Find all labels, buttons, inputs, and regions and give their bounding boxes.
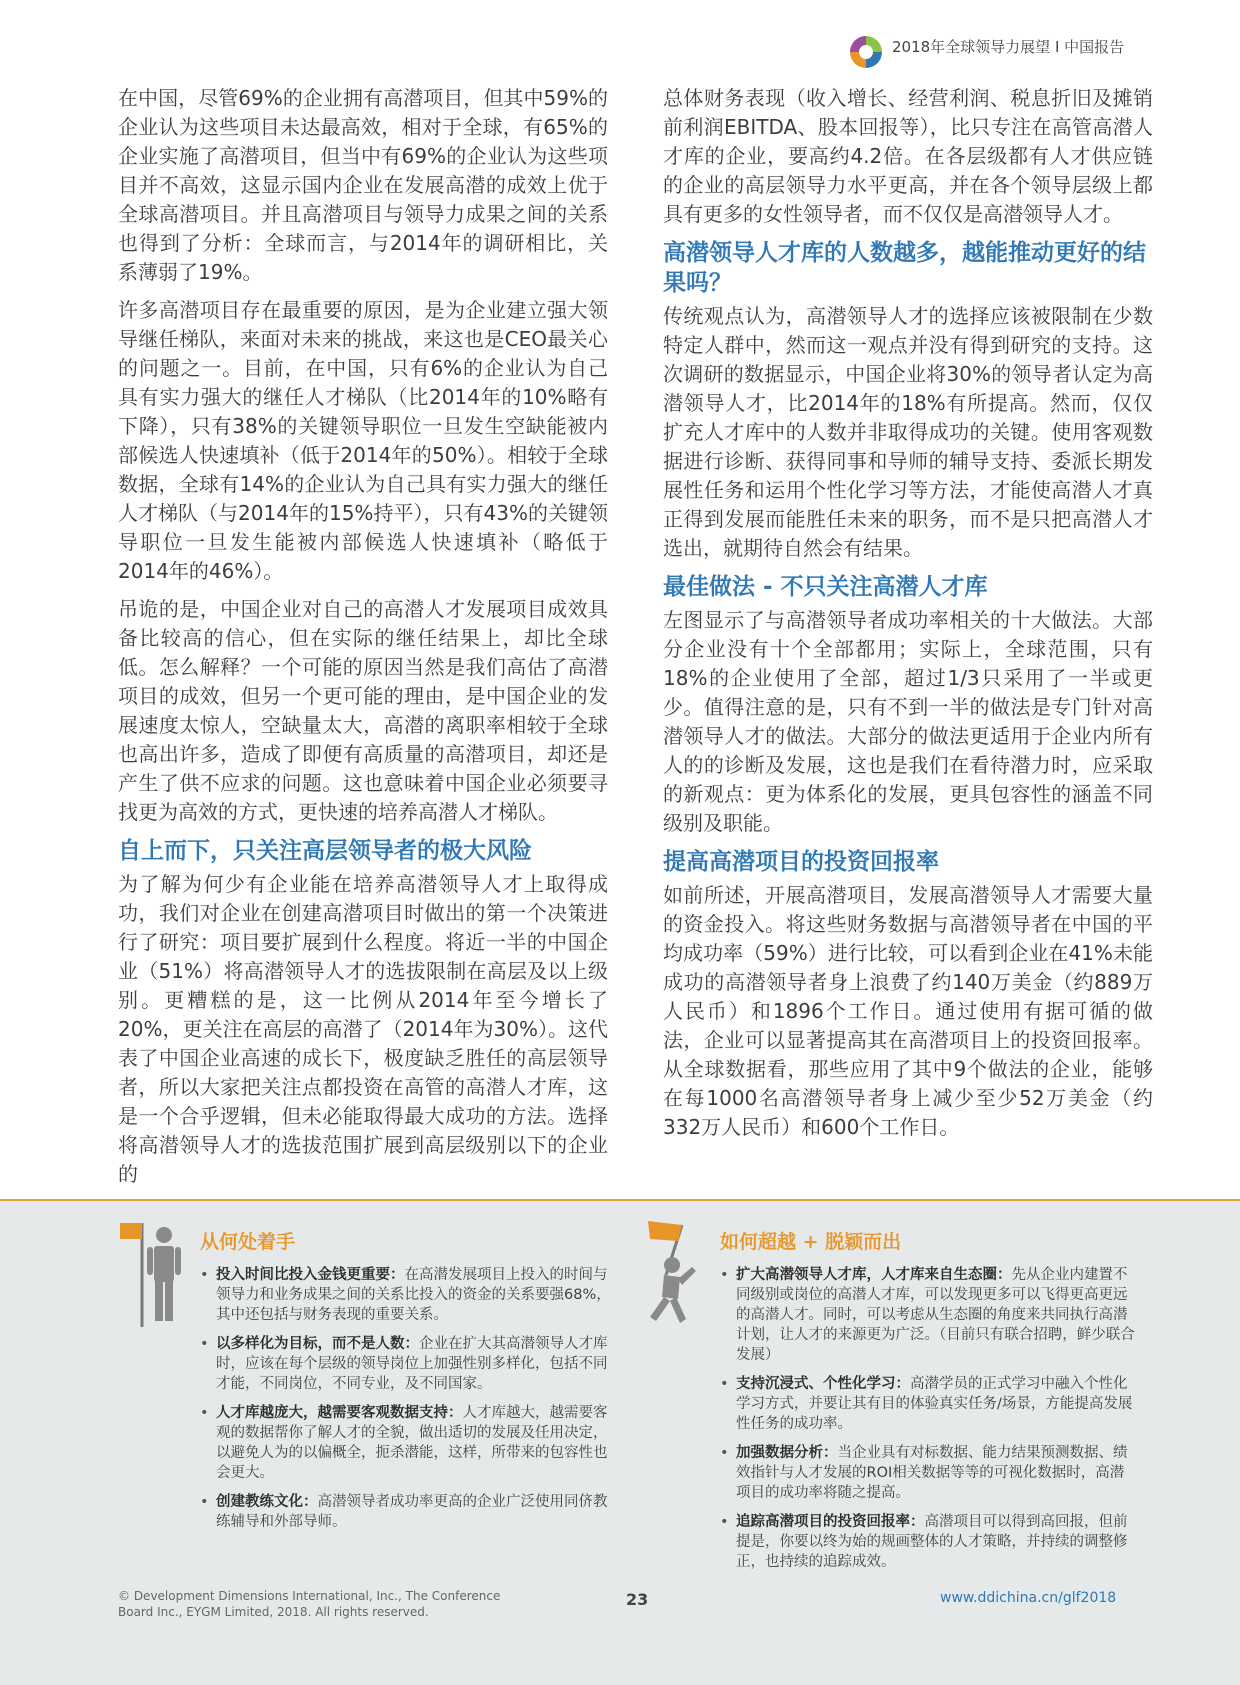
- list-item-lead: 追踪高潜项目的投资回报率：: [736, 1514, 925, 1530]
- report-logo-icon: [848, 34, 884, 70]
- list-item-text: 人才库越大，越需要客观的数据帮你了解人才的全貌，做出适切的发展及任用决定，以避免人为的以偏概全，扼杀潜能，这样，所带来的包容性也会更大。: [216, 1405, 608, 1481]
- left-paragraph-4: 为了解为何少有企业能在培养高潜领导人才上取得成功，我们对企业在创建高潜项目时做出的第一个决策进行了研究：项目要扩展到什么程度。将近一半的中国企业（51%）将高潜领导人才的选拔限制在高层及以上级别。更糟糕的是，这一比例从2014年至今增长了20%，更关注在高层的高潜了（2014年为30%）。这代表了中国企业高速的成长下，极度缺乏胜任的高层领导者，所以大家把关注点都投资在高管的高潜人才库，这是一个合乎逻辑，但未必能取得最大成功的方法。选择将高潜领导人才的选拔范围扩展到高层级别以下的企业的: [118, 872, 608, 1186]
- list-item-lead: 加强数据分析：: [736, 1445, 838, 1461]
- left-paragraph-1: 在中国，尽管69%的企业拥有高潜项目，但其中59%的企业认为这些项目未达最高效，相对于全球，有65%的企业实施了高潜项目，但当中有69%的企业认为这些项目并不高效，这显示国内企业在发展高潜的成效上优于全球高潜项目。并且高潜项目与领导力成果之间的关系也得到了分析：全球而言，与2014年的调研相比，关系薄弱了19%。: [118, 86, 608, 284]
- right-paragraph-3: 左图显示了与高潜领导者成功率相关的十大做法。大部分企业没有十个全部都用；实际上，全球范围，只有18%的企业使用了全部，超过1/3只采用了一半或更少。值得注意的是，只有不到一半的做法是专门针对高潜领导人才的做法。大部分的做法更适用于企业内所有人的的诊断及发展，这也是我们在看待潜力时，应采取的新观点：更为体系化的发展，更具包容性的涵盖不同级别及职能。: [663, 608, 1153, 835]
- list-item-lead: 以多样化为目标，而不是人数：: [216, 1336, 419, 1352]
- list-item: [200, 1492, 616, 1532]
- list-item-text: 企业在扩大其高潜领导人才库时，应该在每个层级的领导岗位上加强性别多样化，包括不同才能，不同岗位，不同专业，及不同国家。: [216, 1336, 608, 1392]
- header-title: 2018年全球领导力展望 I 中国报告: [892, 38, 1125, 56]
- list-item-text: 先从企业内建置不同级别或岗位的高潜人才库，可以发现更多可以飞得更高更远的高潜人才。同时，可以考虑从生态圈的角度来共同执行高潜计划，让人才的来源更为广泛。（目前只有联合招聘，鲜少联合发展）: [736, 1267, 1135, 1363]
- list-item-lead: 人才库越庞大，越需要客观数据支持：: [216, 1405, 463, 1421]
- list-item: [720, 1374, 1136, 1434]
- copyright-notice: © Development Dimensions International, Inc., The Conference Board Inc., EYGM Limited, 2018. All rights reserved.: [118, 1589, 501, 1619]
- right-paragraph-1: 总体财务表现（收入增长、经营利润、税息折旧及摊销前利润EBITDA、股本回报等），比只专注在高管高潜人才库的企业，要高约4.2倍。在各层级都有人才供应链的企业的高层领导力水平更高，并在各个领导层级上都具有更多的女性领导者，而不仅仅是高潜领导人才。: [663, 86, 1153, 226]
- list-item-lead: 扩大高潜领导人才库，人才库来自生态圈：: [736, 1267, 1012, 1283]
- how-to-excel-title: 如何超越 + 脱颖而出: [720, 1231, 902, 1253]
- right-paragraph-4: 如前所述，开展高潜项目，发展高潜领导人才需要大量的资金投入。将这些财务数据与高潜领导者在中国的平均成功率（59%）进行比较，可以看到企业在41%未能成功的高潜领导者身上浪费了约140万美金（约889万人民币）和1896个工作日。通过使用有据可循的做法，企业可以显著提高其在高潜项目上的投资回报率。从全球数据看，那些应用了其中9个做法的企业，能够在每1000名高潜领导者身上减少至少52万美金（约332万人民币）和600个工作日。: [663, 883, 1153, 1139]
- list-item-lead: 支持沉浸式、个性化学习：: [736, 1376, 910, 1392]
- list-item-text: 高潜学员的正式学习中融入个性化学习方式，并要让其有目的体验真实任务/场景，方能提高发展性任务的成功率。: [736, 1376, 1133, 1432]
- left-column: [118, 84, 608, 1198]
- left-section-heading: 自上而下，只关注高层领导者的极大风险: [118, 838, 532, 864]
- where-to-start-header: [116, 1219, 616, 1265]
- list-item-text: 高潜项目可以得到高回报，但前提是，你要以终为始的规画整体的人才策略，并持续的调整修正，也持续的追踪成效。: [736, 1514, 1128, 1570]
- where-to-start-box: [116, 1219, 616, 1541]
- left-paragraph-3: 吊诡的是，中国企业对自己的高潜人才发展项目成效具备比较高的信心，但在实际的继任结果上，却比全球低。怎么解释？一个可能的原因当然是我们高估了高潜项目的成效，但另一个更可能的理由，是中国企业的发展速度太惊人，空缺量太大，高潜的离职率相较于全球也高出许多，造成了即便有高质量的高潜项目，却还是产生了供不应求的问题。这也意味着中国企业必须要寻找更为高效的方式，更快速的培养高潜人才梯队。: [118, 597, 608, 824]
- list-item: [200, 1265, 616, 1325]
- list-item-text: 在高潜发展项目上投入的时间与领导力和业务成果之间的关系比投入的资金的关系要强68%，其中还包括与财务表现的重要关系。: [216, 1267, 611, 1323]
- list-item-lead: 投入时间比投入金钱更重要：: [216, 1267, 405, 1283]
- left-paragraph-2: 许多高潜项目存在最重要的原因，是为企业建立强大领导继任梯队，来面对未来的挑战，来这也是CEO最关心的问题之一。目前，在中国，只有6%的企业认为自己具有实力强大的继任人才梯队（比2014年的10%略有下降），只有38%的关键领导职位一旦发生空缺能被内部候选人快速填补（低于2014年的50%）。相较于全球数据，全球有14%的企业认为自己具有实力强大的继任人才梯队（与2014年的15%持平），只有43%的关键领导职位一旦发生能被内部候选人快速填补（略低于2014年的46%）。: [118, 298, 608, 583]
- footer-link[interactable]: www.ddichina.cn/glf2018: [940, 1590, 1117, 1606]
- how-to-excel-box: [636, 1219, 1136, 1581]
- list-item: [720, 1512, 1136, 1572]
- page-number: 23: [626, 1590, 649, 1609]
- list-item: [200, 1334, 616, 1394]
- right-paragraph-2: 传统观点认为，高潜领导人才的选择应该被限制在少数特定人群中，然而这一观点并没有得到研究的支持。这次调研的数据显示，中国企业将30%的领导者认定为高潜领导人才，比2014年的18%有所提高。然而，仅仅扩充人才库中的人数并非取得成功的关键。使用客观数据进行诊断、获得同事和导师的辅导支持、委派长期发展性任务和运用个性化学习等方法，才能使高潜人才真正得到发展而能胜任未来的职务，而不是只把高潜人才选出，就期待自然会有结果。: [663, 304, 1153, 560]
- right-section-heading-3: 提高高潜项目的投资回报率: [663, 849, 939, 875]
- where-to-start-title: 从何处着手: [200, 1231, 296, 1253]
- list-item-text: 高潜领导者成功率更高的企业广泛使用同侪教练辅导和外部导师。: [216, 1494, 608, 1530]
- right-column: [663, 84, 1153, 1151]
- list-item: [720, 1265, 1136, 1365]
- list-item: [720, 1443, 1136, 1503]
- right-section-heading-1: 高潜领导人才库的人数越多，越能推动更好的结果吗？: [663, 240, 1146, 296]
- list-item-lead: 创建教练文化：: [216, 1494, 318, 1510]
- right-section-heading-2: 最佳做法 - 不只关注高潜人才库: [663, 574, 988, 600]
- how-to-excel-header: [636, 1219, 1136, 1265]
- list-item: [200, 1403, 616, 1483]
- list-item-text: 当企业具有对标数据、能力结果预测数据、绩效指针与人才发展的ROI相关数据等等的可视化数据时，高潜项目的成功率将随之提高。: [736, 1445, 1128, 1501]
